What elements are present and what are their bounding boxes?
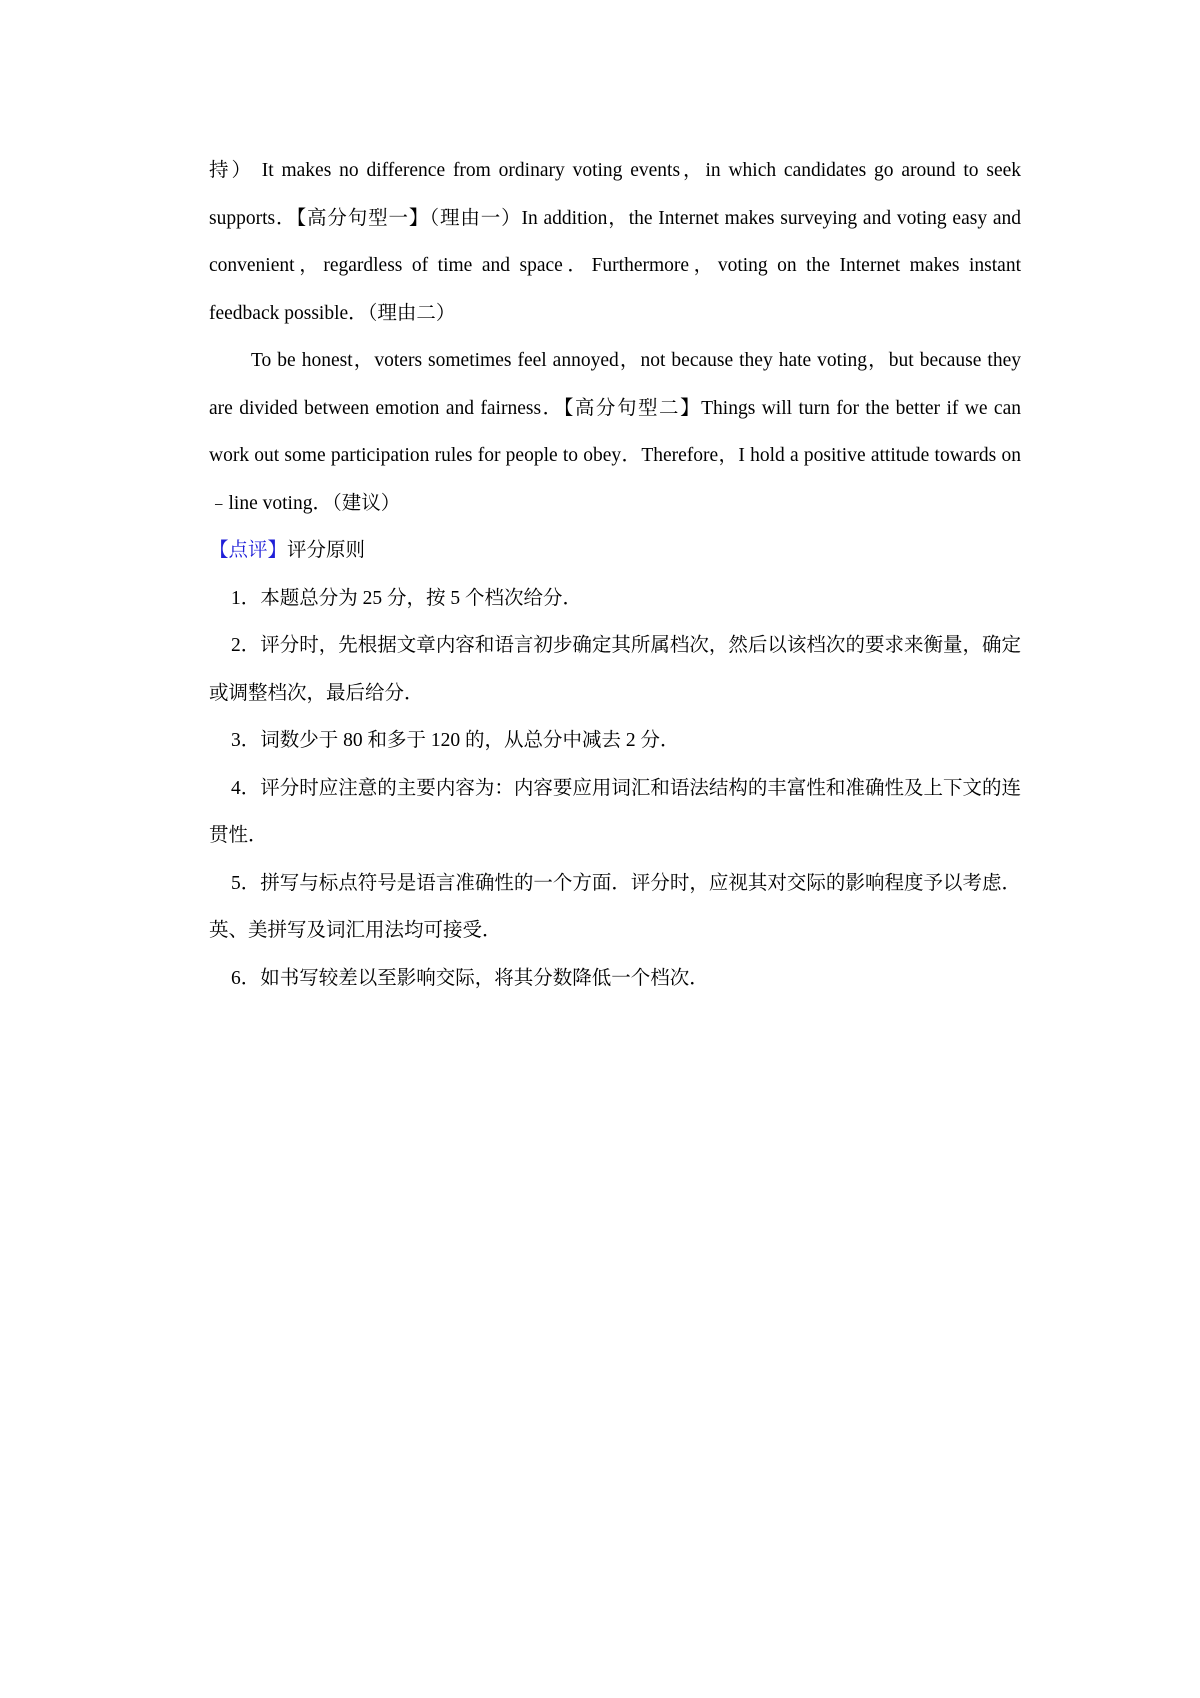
rule-item-1: 1．本题总分为 25 分，按 5 个档次给分．	[231, 587, 583, 609]
comment-heading-text: 评分原则	[287, 540, 366, 561]
rule-item-3: 3．词数少于 80 和多于 120 的，从总分中减去 2 分．	[231, 730, 680, 751]
comment-heading	[209, 527, 1021, 575]
rule-item-4: 4．评分时应注意的主要内容为：内容要应用词汇和语法结构的丰富性和准确性及上下文的连贯性．	[209, 777, 1021, 846]
essay-paragraph-1: 持） It makes no difference from ordinary voting events，in which candidates go around to seek supports．【高分句型一】（理由一）In addition，the Internet makes surveying and voting easy and convenient，regardless of time and space．Furthermore，voting on the Internet makes instant feedback possible．（理由二）	[209, 160, 1021, 324]
essay-paragraph-2: To be honest，voters sometimes feel annoyed，not because they hate voting，but because they are divided between emotion and fairness．【高分句型二】Things will turn for the better if we can work out some participation rules for people to obey．Therefore，I hold a positive attitude towards on﹣line voting．（建议）	[209, 350, 1021, 514]
comment-tag: 【点评】	[209, 540, 288, 561]
page-content	[209, 147, 1021, 1002]
rule-item-2: 2．评分时，先根据文章内容和语言初步确定其所属档次，然后以该档次的要求来衡量，确定或调整档次，最后给分．	[209, 635, 1021, 704]
rule-item-5: 5．拼写与标点符号是语言准确性的一个方面．评分时，应视其对交际的影响程度予以考虑．英、美拼写及词汇用法均可接受．	[209, 872, 1021, 941]
rule-item-6: 6．如书写较差以至影响交际，将其分数降低一个档次．	[231, 967, 709, 989]
